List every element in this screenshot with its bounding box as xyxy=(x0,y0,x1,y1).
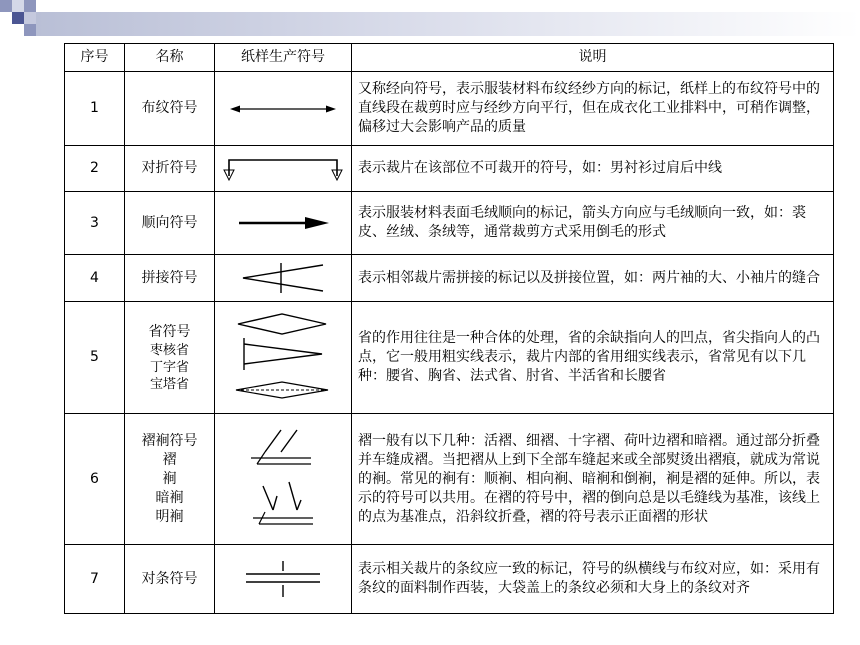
header-symbol: 纸样生产符号 xyxy=(215,44,352,72)
symbol-cell xyxy=(215,255,352,302)
symbol-cell xyxy=(215,192,352,255)
table-row xyxy=(65,146,834,192)
fold-bracket-icon xyxy=(221,156,345,182)
table-row xyxy=(65,414,834,545)
table-row xyxy=(65,72,834,146)
row-subname: 枣核省 xyxy=(149,342,189,358)
row-subname: 丁字省 xyxy=(149,359,189,375)
decor-gradient xyxy=(36,12,860,36)
decor-square xyxy=(24,12,36,24)
row-name-cell xyxy=(125,414,215,545)
symbol-cell xyxy=(215,72,352,146)
symbol-table xyxy=(64,43,834,614)
row-name: 布纹符号 xyxy=(125,72,215,146)
row-desc: 表示相关裁片的条纹应一致的标记，符号的纵横线与布纹对应，如：采用有条纹的面料制作西装，大袋盖上的条纹必须和大身上的条纹对齐 xyxy=(352,545,834,614)
symbol-cell xyxy=(215,302,352,414)
pleat-icon xyxy=(243,424,323,534)
row-name: 顺向符号 xyxy=(125,192,215,255)
symbol-cell xyxy=(215,146,352,192)
dart-icon xyxy=(230,310,336,406)
row-desc: 表示裁片在该部位不可裁开的符号，如：男衬衫过肩后中线 xyxy=(352,146,834,192)
row-name-cell xyxy=(125,302,215,414)
table-row xyxy=(65,192,834,255)
row-name: 对折符号 xyxy=(125,146,215,192)
stripe-match-icon xyxy=(238,559,328,599)
row-desc: 褶一般有以下几种：活褶、细褶、十字褶、荷叶边褶和暗褶。通过部分折叠并车缝成褶。当把褶从上到下全部车缝起来或全部熨烫出褶痕，就成为常说的裥。常见的裥有：顺裥、相向裥、暗裥和倒裥，裥是褶的延伸。所以，表示的符号可以共用。在褶的符号中，褶的倒向总是以毛缝线为基准，该线上的点为基准点，沿斜纹折叠，褶的符号表示正面褶的形状 xyxy=(352,414,834,545)
row-no: 7 xyxy=(65,545,125,614)
row-no: 2 xyxy=(65,146,125,192)
row-no: 5 xyxy=(65,302,125,414)
row-desc: 表示服装材料表面毛绒顺向的标记，箭头方向应与毛绒顺向一致，如：裘皮、丝绒、条绒等，通常裁剪方式采用倒毛的形式 xyxy=(352,192,834,255)
row-name: 拼接符号 xyxy=(125,255,215,302)
table-header-row xyxy=(65,44,834,72)
header-desc: 说明 xyxy=(352,44,834,72)
header-no: 序号 xyxy=(65,44,125,72)
symbol-cell xyxy=(215,545,352,614)
row-subname: 裥 xyxy=(162,470,177,487)
decor-square xyxy=(12,0,24,12)
table-row xyxy=(65,302,834,414)
row-no: 6 xyxy=(65,414,125,545)
decor-square xyxy=(24,0,36,12)
row-desc: 表示相邻裁片需拼接的标记以及拼接位置，如：两片袖的大、小袖片的缝合 xyxy=(352,255,834,302)
double-arrow-icon xyxy=(228,102,338,116)
table-row xyxy=(65,255,834,302)
table-row xyxy=(65,545,834,614)
row-subname: 明裥 xyxy=(155,508,184,525)
row-desc: 省的作用往往是一种合体的处理，省的余缺指向人的凹点，省尖指向人的凸点，它一般用粗实线表示，裁片内部的省用细实线表示，省常见有以下几种：腰省、胸省、法式省、肘省、半活省和长腰省 xyxy=(352,302,834,414)
row-name: 褶裥符号 xyxy=(141,432,198,449)
row-no: 1 xyxy=(65,72,125,146)
row-name: 省符号 xyxy=(148,323,191,340)
row-name: 对条符号 xyxy=(125,545,215,614)
decor-square xyxy=(24,24,36,36)
thick-arrow-icon xyxy=(233,215,333,231)
row-no: 3 xyxy=(65,192,125,255)
row-subname: 宝塔省 xyxy=(149,376,189,392)
row-subname: 褶 xyxy=(162,451,177,468)
decor-square xyxy=(0,0,12,12)
splice-icon xyxy=(235,261,331,295)
row-no: 4 xyxy=(65,255,125,302)
row-subname: 暗裥 xyxy=(155,489,184,506)
row-desc: 又称经向符号，表示服装材料布纹经纱方向的标记，纸样上的布纹符号中的直线段在裁剪时应与经纱方向平行，但在成衣化工业排料中，可稍作调整，偏移过大会影响产品的质量 xyxy=(352,72,834,146)
header-name: 名称 xyxy=(125,44,215,72)
symbol-cell xyxy=(215,414,352,545)
decor-square xyxy=(12,12,24,24)
decorative-header-bar xyxy=(0,0,860,40)
